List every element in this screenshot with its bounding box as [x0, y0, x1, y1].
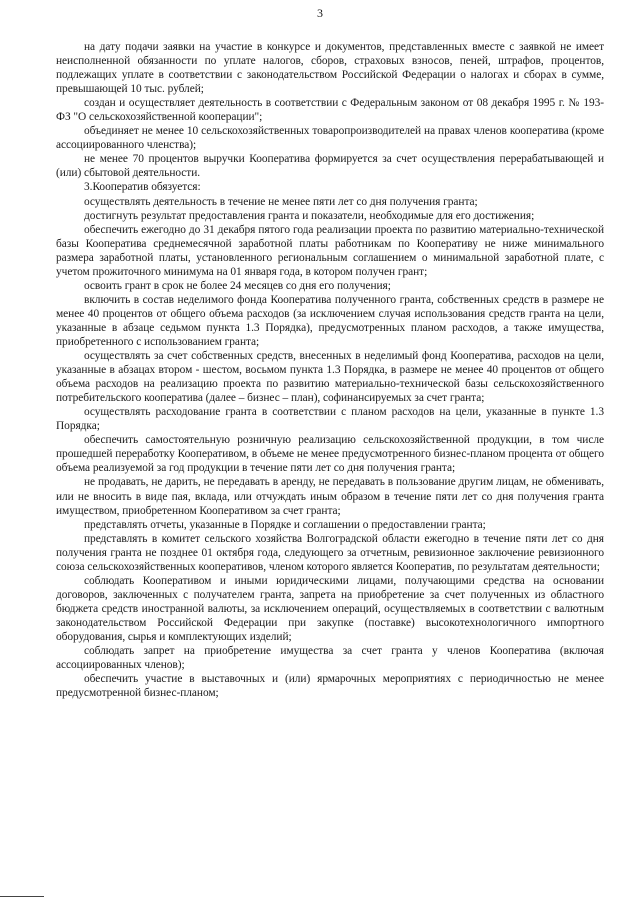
paragraph-member-purchase-ban: соблюдать запрет на приобретение имущества за счет гранта у членов Кооператива (включая ассоциированных членов); — [56, 645, 604, 672]
paragraph-salary: обеспечить ежегодно до 31 декабря пятого года реализации проекта по развитию материально-технической базы Кооператива среднемесячной заработной платы работникам по Кооперативу не ниже минимального размера заработной платы, установленного региональным соглашением о минимальной заработной плате, с учетом прожиточного минимума на 01 января года, в котором получен грант; — [56, 223, 604, 278]
paragraph-reports: представлять отчеты, указанные в Порядке и соглашении о предоставлении гранта; — [84, 518, 486, 531]
paragraph-exhibitions: обеспечить участие в выставочных и (или) ярмарочных мероприятиях с периодичностью не менее предусмотренной бизнес-планом; — [56, 673, 604, 700]
paragraph-federal-law: создан и осуществляет деятельность в соответствии с Федеральным законом от 08 декабря 1995 г. № 193-ФЗ "О сельскохозяйственной кооперации"; — [56, 97, 604, 124]
paragraph-own-funds: осуществлять за счет собственных средств, внесенных в неделимый фонд Кооператива, расходов на цели, указанные в абзацах втором - шестом, восьмом пункта 1.3 Порядка, в размере не менее 40 процентов от общего объема расходов на реализацию проекта по развитию материально-технической базы сельскохозяйственного потребительского кооператива (далее – бизнес – план), софинансируемых за счет гранта; — [56, 350, 604, 405]
paragraph-members-count: объединяет не менее 10 сельскохозяйственных товаропроизводителей на правах членов кооператива (кроме ассоциированного членства); — [56, 125, 604, 152]
paragraph-revenue-share: не менее 70 процентов выручки Кооператива формируется за счет осуществления перерабатывающей и (или) сбытовой деятельности. — [56, 153, 604, 180]
paragraph-currency-ban: соблюдать Кооперативом и иными юридическими лицами, получающими средства на основании договоров, заключенных с получателем гранта, запрета на приобретение за счет полученных из областного бюджета средств иностранной валюты, за исключением операций, осуществляемых в соответствии с валютным законодательством Российской Федерации при закупке (поставке) высокотехнологичного импортного оборудования, сырья и комплектующих изделий; — [56, 574, 604, 643]
paragraph-grant-result: достигнуть результат предоставления гранта и показатели, необходимые для его достижения; — [84, 209, 535, 222]
document-body — [56, 40, 604, 700]
paragraph-spending-plan: осуществлять расходование гранта в соответствии с планом расходов на цели, указанные в пункте 1.3 Порядка; — [56, 406, 604, 433]
paragraph-no-alienation: не продавать, не дарить, не передавать в аренду, не передавать в пользование другим лицам, не обменивать, или не вносить в виде пая, вклада, или отчуждать иным образом в течение пяти лет со дня получения гранта имуществом, приобретенном Кооперативом за счет гранта; — [56, 476, 604, 517]
paragraph-retail-sales: обеспечить самостоятельную розничную реализацию сельскохозяйственной продукции, в том числе прошедшей переработку Кооперативом, в объеме не менее предусмотренного бизнес-планом процента от общего объема реализуемой за год продукции в течение пяти лет со дня получения гранта; — [56, 434, 604, 475]
paragraph-grant-term: освоить грант в срок не более 24 месяцев со дня его получения; — [84, 279, 391, 292]
paragraph-indivisible-fund: включить в состав неделимого фонда Кооператива полученного гранта, собственных средств в размере не менее 40 процентов от общего объема расходов (за исключением случая использования средств гранта на цели, указанные в абзаце седьмом пункта 1.3 Порядка), предусмотренных планом расходов, а также имущества, приобретенного с использованием гранта; — [56, 293, 604, 348]
page-number: 3 — [317, 6, 323, 20]
footer-divider — [0, 896, 44, 897]
section-heading-obligations: 3.Кооператив обязуется: — [84, 181, 201, 194]
paragraph-five-years-activity: осуществлять деятельность в течение не менее пяти лет со дня получения гранта; — [84, 195, 478, 208]
paragraph-audit-conclusion: представлять в комитет сельского хозяйства Волгоградской области ежегодно в течение пяти лет со дня получения гранта не позднее 01 октября года, следующего за отчетным, ревизионное заключение ревизионного союза сельскохозяйственных кооперативов, членом которого является Кооператив, по результатам деятельности; — [56, 532, 604, 573]
paragraph-tax-obligations: на дату подачи заявки на участие в конкурсе и документов, представленных вместе с заявкой не имеет неисполненной обязанности по уплате налогов, сборов, страховых взносов, пеней, штрафов, процентов, подлежащих уплате в соответствии с законодательством Российской Федерации о налогах и сборах в сумме, превышающей 10 тыс. рублей; — [56, 41, 604, 96]
